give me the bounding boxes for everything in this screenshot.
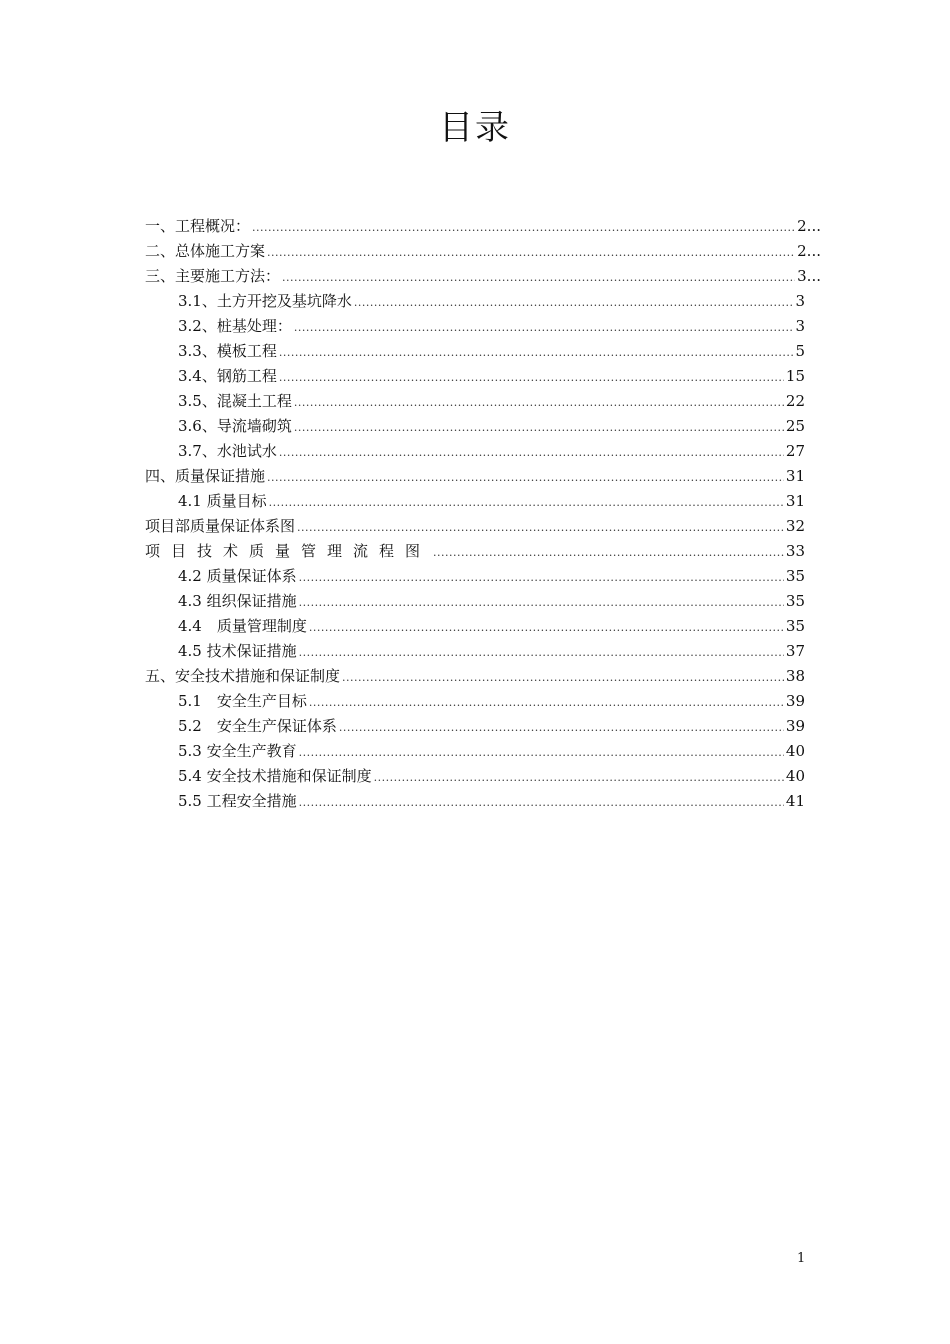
toc-entry-page: 2... [797, 217, 821, 235]
toc-entry[interactable] [145, 514, 805, 538]
toc-entry[interactable] [145, 664, 805, 688]
toc-entry-label: 4.4 质量管理制度 [178, 617, 307, 635]
toc-entry-page: 31 [785, 467, 805, 485]
toc-entry[interactable] [178, 364, 805, 388]
toc-entry-page: 35 [785, 592, 805, 610]
toc-entry-page: 3... [797, 267, 821, 285]
toc-entry[interactable] [178, 289, 805, 313]
toc-entry-label: 5.4 安全技术措施和保证制度 [178, 767, 372, 785]
toc-entry-page: 25 [785, 417, 805, 435]
toc-entry-page: 32 [785, 517, 805, 535]
toc-leader-dots [252, 216, 795, 240]
toc-leader-dots [299, 791, 784, 815]
toc-entry-label: 4.2 质量保证体系 [178, 567, 297, 585]
toc-leader-dots [299, 741, 784, 765]
toc-entry-label: 5.1 安全生产目标 [178, 692, 307, 710]
toc-leader-dots [279, 366, 784, 390]
toc-entry-label: 3.2、桩基处理： [178, 317, 292, 335]
toc-entry[interactable] [178, 414, 805, 438]
toc-entry-page: 41 [785, 792, 805, 810]
toc-leader-dots [279, 341, 794, 365]
toc-leader-dots [339, 716, 784, 740]
toc-entry[interactable] [145, 239, 821, 263]
toc-leader-dots [354, 291, 794, 315]
toc-entry-label: 5.3 安全生产教育 [178, 742, 297, 760]
toc-entry-label: 5.5 工程安全措施 [178, 792, 297, 810]
toc-entry-label: 一、工程概况： [145, 217, 251, 235]
toc-entry-label: 四、质量保证措施 [145, 467, 266, 485]
toc-entry-page: 2... [797, 242, 821, 260]
toc-leader-dots [294, 316, 794, 340]
toc-entry-label: 3.6、导流墙砌筑 [178, 417, 292, 435]
toc-entry-label: 3.1、土方开挖及基坑降水 [178, 292, 352, 310]
toc-leader-dots [433, 541, 784, 565]
toc-entry-label: 五、安全技术措施和保证制度 [145, 667, 341, 685]
page-title: 目录 [439, 108, 511, 148]
toc-entry-page: 15 [785, 367, 805, 385]
toc-leader-dots [299, 641, 784, 665]
toc-entry[interactable] [178, 789, 805, 813]
toc-leader-dots [282, 266, 795, 290]
toc-leader-dots [374, 766, 784, 790]
toc-entry[interactable] [178, 689, 805, 713]
toc-entry[interactable] [178, 564, 805, 588]
toc-entry-page: 37 [785, 642, 805, 660]
toc-entry-page: 5 [795, 342, 805, 360]
toc-entry[interactable] [178, 739, 805, 763]
toc-entry-page: 38 [785, 667, 805, 685]
toc-leader-dots [342, 666, 784, 690]
toc-entry[interactable] [178, 439, 805, 463]
toc-leader-dots [299, 566, 784, 590]
toc-entry-label: 项目部质量保证体系图 [145, 517, 296, 535]
toc-leader-dots [267, 241, 795, 265]
toc-leader-dots [297, 516, 784, 540]
toc-leader-dots [279, 441, 784, 465]
toc-entry[interactable] [178, 614, 805, 638]
toc-entry[interactable] [178, 714, 805, 738]
toc-leader-dots [299, 591, 784, 615]
toc-entry[interactable] [178, 589, 805, 613]
page-number: 1 [797, 1251, 806, 1266]
toc-leader-dots [267, 466, 784, 490]
toc-entry-page: 3 [795, 292, 805, 310]
toc-entry-label: 3.7、水池试水 [178, 442, 277, 460]
toc-entry-label: 二、总体施工方案 [145, 242, 266, 260]
toc-leader-dots [309, 616, 784, 640]
toc-entry-label: 3.3、模板工程 [178, 342, 277, 360]
toc-entry-label: 项目技术质量管理流程图 [145, 542, 432, 560]
toc-entry-label: 5.2 安全生产保证体系 [178, 717, 337, 735]
toc-entry-page: 40 [785, 767, 805, 785]
toc-leader-dots [294, 391, 784, 415]
toc-leader-dots [269, 491, 784, 515]
toc-entry-label: 3.4、钢筋工程 [178, 367, 277, 385]
toc-entry[interactable] [145, 464, 805, 488]
toc-entry-label: 4.5 技术保证措施 [178, 642, 297, 660]
toc-entry[interactable] [178, 764, 805, 788]
toc-entry-page: 27 [785, 442, 805, 460]
toc-entry-label: 4.3 组织保证措施 [178, 592, 297, 610]
toc-entry[interactable] [145, 539, 805, 563]
toc-entry[interactable] [178, 489, 805, 513]
toc-entry-label: 三、主要施工方法： [145, 267, 281, 285]
toc-entry[interactable] [178, 389, 805, 413]
toc-entry[interactable] [178, 314, 805, 338]
toc-entry-page: 31 [785, 492, 805, 510]
toc-entry-page: 3 [795, 317, 805, 335]
toc-leader-dots [309, 691, 784, 715]
toc-entry-page: 35 [785, 567, 805, 585]
toc-entry[interactable] [145, 264, 821, 288]
toc-entry[interactable] [178, 639, 805, 663]
toc-leader-dots [294, 416, 784, 440]
toc-entry-page: 35 [785, 617, 805, 635]
toc-entry-page: 22 [785, 392, 805, 410]
toc-entry-label: 3.5、混凝土工程 [178, 392, 292, 410]
toc-entry-page: 40 [785, 742, 805, 760]
toc-entry[interactable] [178, 339, 805, 363]
toc-entry-label: 4.1 质量目标 [178, 492, 267, 510]
toc-entry-page: 39 [785, 717, 805, 735]
toc-entry-page: 33 [785, 542, 805, 560]
toc-entry-page: 39 [785, 692, 805, 710]
toc-entry[interactable] [145, 214, 821, 238]
